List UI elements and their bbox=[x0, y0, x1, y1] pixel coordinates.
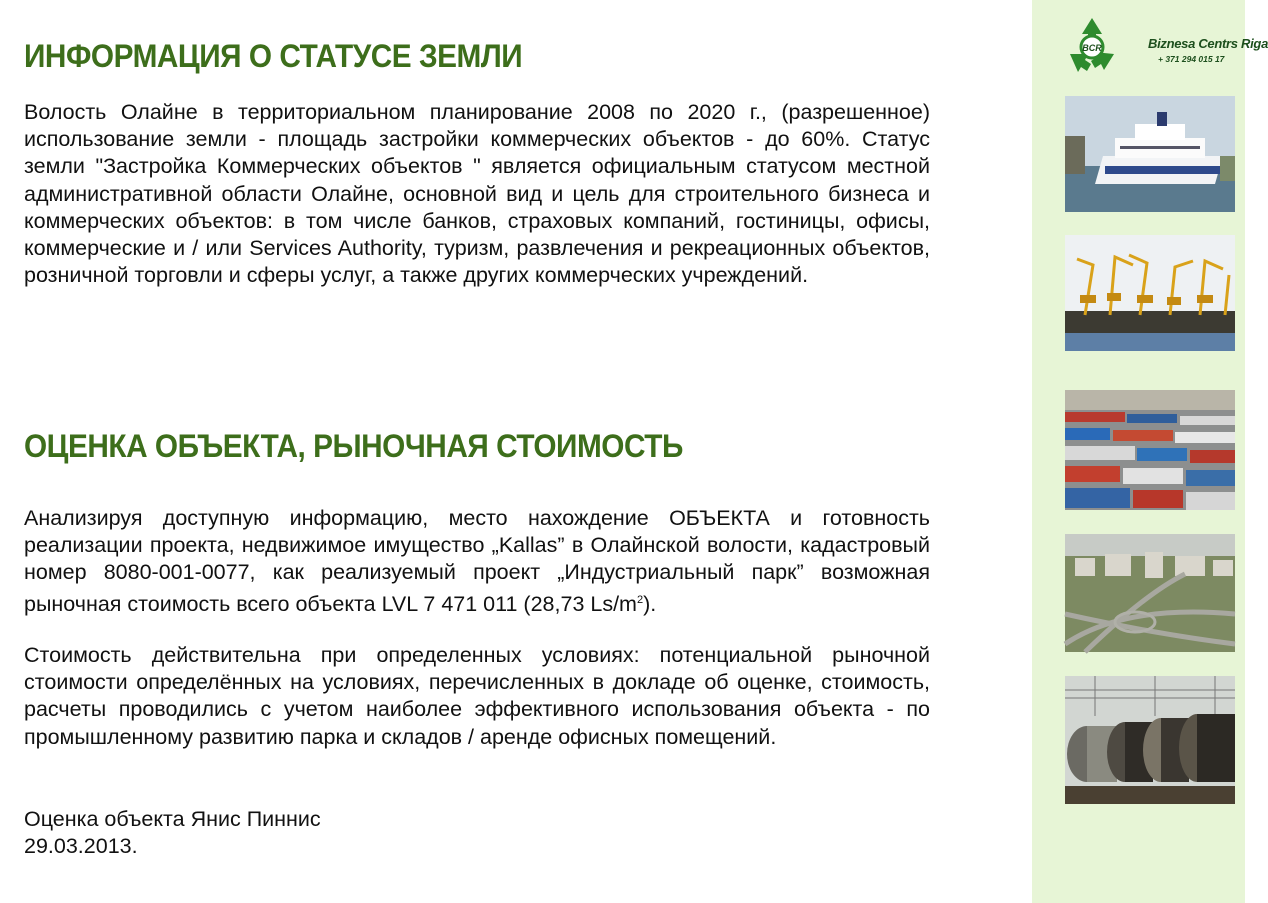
recycle-icon bbox=[1062, 14, 1122, 74]
logo-abbr: BCR bbox=[1082, 43, 1102, 53]
sidebar bbox=[1032, 0, 1268, 903]
ferry-photo bbox=[1065, 96, 1235, 212]
valuation-text-end: ). bbox=[643, 591, 657, 616]
superscript-2: 2 bbox=[636, 593, 644, 606]
logo-name: Biznesa Centrs Riga bbox=[1148, 36, 1268, 51]
conditions-paragraph: Стоимость действительна при определенных условиях: потенциальной рыночной стоимости определённых на условиях, перечисленных в докладе об оценке, стоимость, расчеты проводились с учетом наиболее эффективного использования объекта - по промышленному развитию парка и складов / аренде офисных помещений. bbox=[24, 643, 930, 749]
port-cranes-photo bbox=[1065, 235, 1235, 351]
valuation-heading: ОЦЕНКА ОБЪЕКТА, РЫНОЧНАЯ СТОИМОСТЬ bbox=[24, 428, 683, 464]
company-logo bbox=[1062, 14, 1268, 76]
valuation-paragraph bbox=[24, 505, 930, 618]
signature-date: 29.03.2013. bbox=[24, 834, 138, 859]
valuation-text: Анализируя доступную информацию, место нахождение ОБЪЕКТА и готовность реализации проекта, недвижимое имущество „Kallas” в Олайнской волости, кадастровый номер 8080-001-0077, как реализуемый проект „Индустриальный парк” возможная рыночная стоимость всего объекта LVL 7 471 011 (28,73 Ls/m bbox=[24, 506, 930, 616]
container-terminal-photo bbox=[1065, 390, 1235, 510]
tank-train-photo bbox=[1065, 676, 1235, 804]
signature-name: Оценка объекта Янис Пиннис bbox=[24, 807, 321, 831]
signature-block bbox=[24, 806, 930, 860]
logo-phone: + 371 294 015 17 bbox=[1158, 54, 1225, 64]
city-highway-photo bbox=[1065, 534, 1235, 652]
land-status-heading: ИНФОРМАЦИЯ О СТАТУСЕ ЗЕМЛИ bbox=[24, 38, 523, 74]
land-status-paragraph: Волость Олайне в территориальном планирование 2008 по 2020 г., (разрешенное) использование земли - площадь застройки коммерческих объектов - до 60%. Статус земли "Застройка Коммерческих объектов " является официальным статусом местной административной области Олайне, основной вид и цель для строительного бизнеса и коммерческих объектов: в том числе банков, страховых компаний, гостиницы, офисы, коммерческие и / или Services Authority, туризм, развлечения и рекреационных объектов, розничной торговли и сферы услуг, а также других коммерческих учреждений. bbox=[24, 100, 930, 288]
